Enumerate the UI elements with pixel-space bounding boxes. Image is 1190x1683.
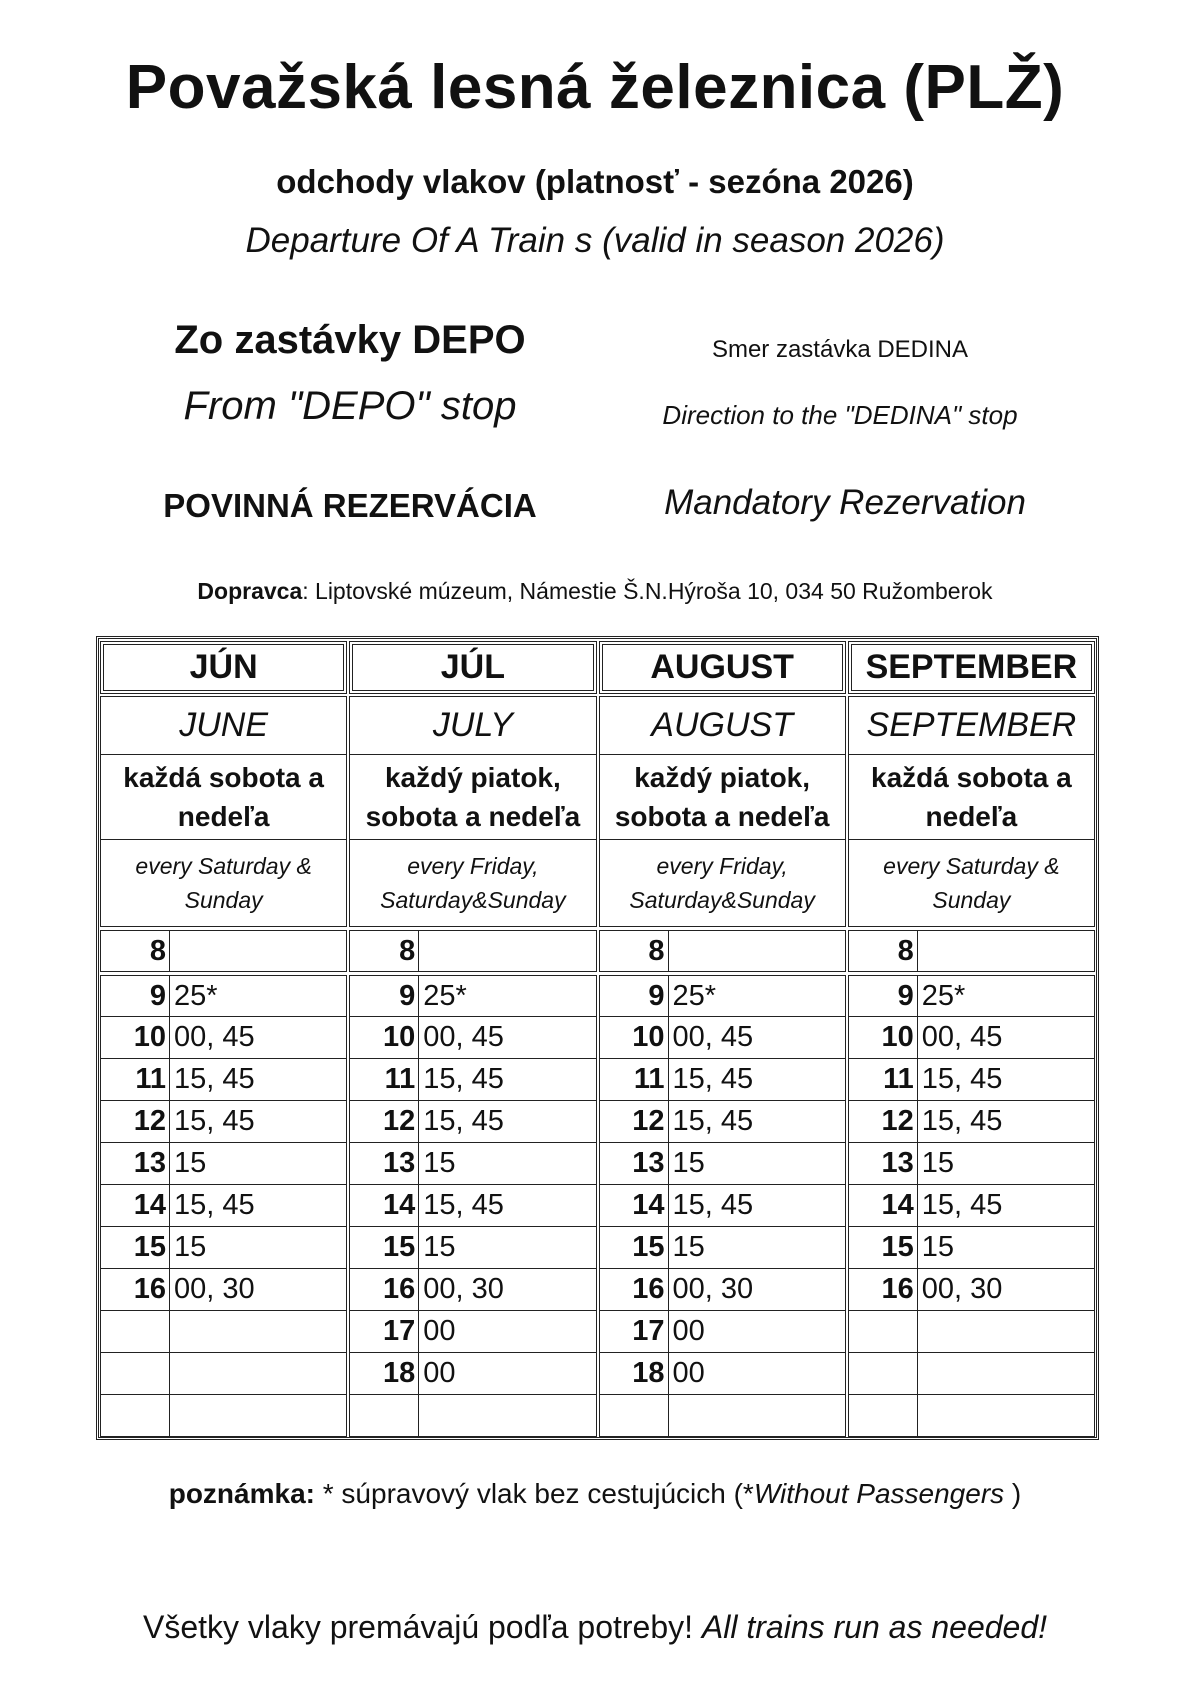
- departure-minutes: 15, 45: [669, 1059, 846, 1101]
- departure-minutes: 25*: [170, 975, 347, 1017]
- departure-minutes: 00: [669, 1311, 846, 1353]
- table-row: [848, 1017, 1095, 1059]
- table-row: [100, 930, 347, 972]
- departure-hour: 18: [349, 1353, 419, 1395]
- departure-minutes: [918, 930, 1095, 972]
- table-row: [100, 1017, 347, 1059]
- table-row: [848, 1395, 1095, 1437]
- departure-rows: [848, 930, 1095, 1437]
- departure-minutes: 00, 45: [669, 1017, 846, 1059]
- table-row: [349, 975, 596, 1017]
- departure-minutes: [170, 1353, 347, 1395]
- departure-hour: 12: [599, 1101, 669, 1143]
- departure-hour: 13: [349, 1143, 419, 1185]
- table-row: [349, 1185, 596, 1227]
- operating-days-english-line: every Saturday &: [883, 852, 1060, 879]
- departure-hour: 9: [599, 975, 669, 1017]
- departure-hour: 13: [848, 1143, 918, 1185]
- reservation-notice: POVINNÁ REZERVÁCIA: [163, 487, 537, 524]
- table-row: [349, 1017, 596, 1059]
- footnote-label: poznámka:: [168, 1478, 315, 1509]
- departure-minutes: 15, 45: [170, 1185, 347, 1227]
- departure-hour: 9: [848, 975, 918, 1017]
- operating-days: [100, 755, 347, 840]
- operating-days-english-line: every Friday,: [407, 852, 539, 879]
- departure-hour: 8: [848, 930, 918, 972]
- table-row: [848, 1353, 1095, 1395]
- table-row: [848, 930, 1095, 972]
- departure-minutes: 15, 45: [419, 1059, 596, 1101]
- departure-hour: [848, 1395, 918, 1437]
- from-stop-label-english: From "DEPO" stop: [183, 384, 517, 428]
- table-row: [100, 1227, 347, 1269]
- departure-hour: 10: [599, 1017, 669, 1059]
- carrier-address: : Liptovské múzeum, Námestie Š.N.Hýroša 10, 034 50 Ružomberok: [302, 578, 993, 604]
- operating-days-line: sobota a nedeľa: [365, 801, 581, 833]
- departure-hour: 14: [848, 1185, 918, 1227]
- operating-days: [848, 755, 1095, 840]
- operating-days-english-line: every Saturday &: [135, 852, 312, 879]
- departure-rows: [599, 930, 846, 1437]
- table-row: [100, 1143, 347, 1185]
- departure-hour: 10: [100, 1017, 170, 1059]
- table-row: [848, 1269, 1095, 1311]
- month-name: SEPTEMBER: [848, 641, 1095, 694]
- departure-hour: 11: [848, 1059, 918, 1101]
- departure-minutes: [918, 1395, 1095, 1437]
- departure-minutes: 00, 30: [419, 1269, 596, 1311]
- table-row: [599, 1017, 846, 1059]
- departure-minutes: [669, 930, 846, 972]
- departure-minutes: 00, 45: [918, 1017, 1095, 1059]
- table-row: [349, 1059, 596, 1101]
- month-name-english: SEPTEMBER: [848, 696, 1095, 755]
- departure-minutes: 15, 45: [419, 1185, 596, 1227]
- operating-days-line: každý piatok,: [634, 761, 811, 793]
- departure-hour: 14: [100, 1185, 170, 1227]
- departure-hour: [100, 1395, 170, 1437]
- table-row: [349, 1353, 596, 1395]
- table-row: [349, 1143, 596, 1185]
- month-column: [100, 639, 347, 1437]
- departure-minutes: 15: [419, 1143, 596, 1185]
- departure-minutes: 00, 30: [669, 1269, 846, 1311]
- table-row: [848, 1143, 1095, 1185]
- departure-hour: 15: [349, 1227, 419, 1269]
- departure-hour: 12: [100, 1101, 170, 1143]
- operating-days-line: každá sobota a: [871, 761, 1072, 793]
- departure-hour: 13: [599, 1143, 669, 1185]
- departure-rows: [100, 930, 347, 1437]
- direction-label: Smer zastávka DEDINA: [711, 336, 969, 363]
- month-name: JÚN: [100, 641, 347, 694]
- operating-days-english-line: Sunday: [932, 887, 1011, 914]
- departure-hour: 16: [100, 1269, 170, 1311]
- table-row: [599, 975, 846, 1017]
- departure-hour: 11: [599, 1059, 669, 1101]
- departure-hour: 15: [100, 1227, 170, 1269]
- table-row: [599, 1311, 846, 1353]
- table-row: [599, 1269, 846, 1311]
- departure-minutes: [170, 930, 347, 972]
- table-row: [848, 1059, 1095, 1101]
- departure-hour: 12: [349, 1101, 419, 1143]
- departure-hour: 8: [349, 930, 419, 972]
- table-row: [848, 975, 1095, 1017]
- departure-hour: 16: [848, 1269, 918, 1311]
- departure-minutes: 00: [669, 1353, 846, 1395]
- departure-hour: 15: [848, 1227, 918, 1269]
- departure-rows: [349, 930, 596, 1437]
- operating-days-line: nedeľa: [925, 801, 1018, 833]
- month-name-english: JUNE: [100, 696, 347, 755]
- departure-minutes: 00, 45: [419, 1017, 596, 1059]
- departure-hour: [599, 1395, 669, 1437]
- departure-minutes: 00: [419, 1353, 596, 1395]
- departure-hour: 10: [349, 1017, 419, 1059]
- month-name-english: JULY: [349, 696, 596, 755]
- table-row: [599, 930, 846, 972]
- departure-minutes: [918, 1311, 1095, 1353]
- footnote-text-english: Without Passengers: [753, 1478, 1005, 1509]
- footnote-text: * súpravový vlak bez cestujúcich (*: [314, 1478, 754, 1509]
- table-row: [349, 1269, 596, 1311]
- departure-minutes: 15: [669, 1143, 846, 1185]
- table-row: [599, 1395, 846, 1437]
- operating-days-english: [100, 840, 347, 927]
- departure-minutes: [170, 1311, 347, 1353]
- operating-days-english: [349, 840, 596, 927]
- table-row: [100, 1185, 347, 1227]
- footer-note: [0, 1609, 1190, 1646]
- table-row: [599, 1143, 846, 1185]
- departure-minutes: [419, 930, 596, 972]
- departure-minutes: 15, 45: [918, 1101, 1095, 1143]
- departure-minutes: 25*: [419, 975, 596, 1017]
- departure-hour: 16: [599, 1269, 669, 1311]
- departure-minutes: 25*: [669, 975, 846, 1017]
- table-row: [100, 975, 347, 1017]
- month-column: [848, 639, 1095, 1437]
- departure-minutes: 15: [170, 1143, 347, 1185]
- departure-minutes: 15, 45: [918, 1059, 1095, 1101]
- month-name: JÚL: [349, 641, 596, 694]
- departure-hour: 11: [100, 1059, 170, 1101]
- carrier-line: [0, 578, 1190, 605]
- page-title: Považská lesná železnica (PLŽ): [125, 53, 1065, 122]
- departure-hour: 16: [349, 1269, 419, 1311]
- departure-minutes: 15: [918, 1227, 1095, 1269]
- reservation-notice-english: Mandatory Rezervation: [664, 483, 1026, 522]
- departure-minutes: 00, 45: [170, 1017, 347, 1059]
- departure-hour: 8: [599, 930, 669, 972]
- table-row: [848, 1101, 1095, 1143]
- departure-minutes: [669, 1395, 846, 1437]
- departure-hour: [349, 1395, 419, 1437]
- footer-note-en: All trains run as needed!: [701, 1609, 1048, 1645]
- table-row: [100, 1311, 347, 1353]
- departure-minutes: 15, 45: [669, 1101, 846, 1143]
- operating-days-line: sobota a nedeľa: [614, 801, 830, 833]
- departure-minutes: 15: [170, 1227, 347, 1269]
- table-row: [599, 1059, 846, 1101]
- departure-hour: 9: [100, 975, 170, 1017]
- table-row: [349, 1101, 596, 1143]
- table-row: [100, 1101, 347, 1143]
- operating-days-line: každá sobota a: [123, 761, 324, 793]
- departure-minutes: 00: [419, 1311, 596, 1353]
- subtitle-english: Departure Of A Train s (valid in season 2026): [245, 221, 945, 260]
- table-row: [100, 1059, 347, 1101]
- table-row: [349, 930, 596, 972]
- departure-minutes: 15: [918, 1143, 1095, 1185]
- departure-hour: 15: [599, 1227, 669, 1269]
- departure-hour: 11: [349, 1059, 419, 1101]
- departure-hour: [100, 1353, 170, 1395]
- departure-hour: 18: [599, 1353, 669, 1395]
- departure-minutes: 15: [669, 1227, 846, 1269]
- month-name-english: AUGUST: [599, 696, 846, 755]
- direction-label-english: Direction to the "DEDINA" stop: [662, 400, 1018, 430]
- table-row: [599, 1353, 846, 1395]
- departure-minutes: 15, 45: [419, 1101, 596, 1143]
- departure-hour: 17: [599, 1311, 669, 1353]
- departure-hour: 17: [349, 1311, 419, 1353]
- departure-minutes: 15, 45: [170, 1059, 347, 1101]
- table-row: [848, 1227, 1095, 1269]
- departure-minutes: 25*: [918, 975, 1095, 1017]
- footnote: [0, 1478, 1190, 1510]
- footnote-close: ): [1004, 1478, 1022, 1509]
- operating-days-english-line: Saturday&Sunday: [629, 887, 815, 914]
- table-row: [349, 1227, 596, 1269]
- departure-minutes: [918, 1353, 1095, 1395]
- month-name: AUGUST: [599, 641, 846, 694]
- month-column: [599, 639, 846, 1437]
- departure-minutes: 15, 45: [170, 1101, 347, 1143]
- departure-minutes: 15, 45: [669, 1185, 846, 1227]
- departure-minutes: 15: [419, 1227, 596, 1269]
- table-row: [599, 1101, 846, 1143]
- departure-hour: 13: [100, 1143, 170, 1185]
- operating-days-line: nedeľa: [177, 801, 270, 833]
- month-column: [349, 639, 596, 1437]
- table-row: [349, 1311, 596, 1353]
- departure-hour: 10: [848, 1017, 918, 1059]
- departure-hour: 14: [599, 1185, 669, 1227]
- subtitle: odchody vlakov (platnosť - sezóna 2026): [276, 163, 914, 200]
- operating-days-english-line: every Friday,: [656, 852, 788, 879]
- departure-hour: 14: [349, 1185, 419, 1227]
- operating-days: [349, 755, 596, 840]
- operating-days-english: [599, 840, 846, 927]
- timetable: [96, 636, 1099, 1440]
- departure-hour: [848, 1353, 918, 1395]
- operating-days-line: každý piatok,: [384, 761, 561, 793]
- table-row: [599, 1227, 846, 1269]
- departure-minutes: 00, 30: [918, 1269, 1095, 1311]
- operating-days: [599, 755, 846, 840]
- departure-minutes: [170, 1395, 347, 1437]
- table-row: [349, 1395, 596, 1437]
- table-row: [100, 1353, 347, 1395]
- departure-hour: [100, 1311, 170, 1353]
- departure-hour: 8: [100, 930, 170, 972]
- operating-days-english-line: Saturday&Sunday: [380, 887, 566, 914]
- departure-hour: 12: [848, 1101, 918, 1143]
- from-stop-label: Zo zastávky DEPO: [174, 318, 526, 362]
- table-row: [100, 1395, 347, 1437]
- operating-days-english-line: Sunday: [184, 887, 263, 914]
- departure-hour: 9: [349, 975, 419, 1017]
- departure-minutes: [419, 1395, 596, 1437]
- table-row: [848, 1185, 1095, 1227]
- table-row: [848, 1311, 1095, 1353]
- departure-minutes: 00, 30: [170, 1269, 347, 1311]
- carrier-label: Dopravca: [197, 578, 303, 604]
- table-row: [100, 1269, 347, 1311]
- operating-days-english: [848, 840, 1095, 927]
- departure-hour: [848, 1311, 918, 1353]
- table-row: [599, 1185, 846, 1227]
- departure-minutes: 15, 45: [918, 1185, 1095, 1227]
- footer-note-sk: Všetky vlaky premávajú podľa potreby!: [142, 1609, 702, 1645]
